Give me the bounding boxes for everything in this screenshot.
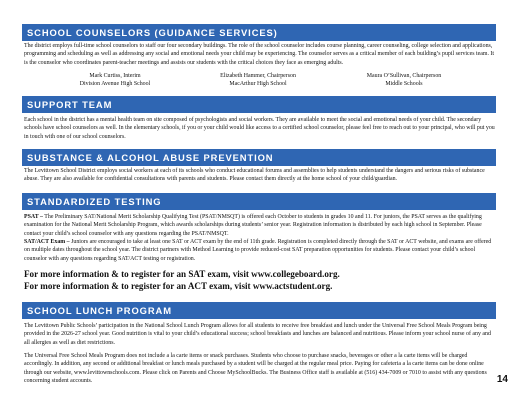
counselor-chair-3 — [339, 72, 469, 88]
satact-text: Juniors are encouraged to take at least one SAT or ACT exam by the end of 11th grade. Registration is completed directly through the SAT or ACT website, and exams are offered on multiple dates throughout the school year. The district partners with Method Learning to provide reduced-cost SAT preparation opportunities for students. Please contact your child’s school counselor with any questions regarding SAT/ACT testing or registration. — [24, 239, 492, 262]
act-info-line: For more information & to register for an ACT exam, visit www.actstudent.org. — [24, 281, 333, 291]
counselor-school: Division Avenue High School — [79, 81, 151, 87]
section-heading-support: SUPPORT TEAM — [22, 96, 496, 113]
section-heading-substance: SUBSTANCE & ALCOHOL ABUSE PREVENTION — [22, 149, 496, 166]
counselors-body: The district employs full-time school counselors to staff our four secondary buildings. The role of the school counselor includes course planning, career counseling, college selection and applications, programming and scheduling as well as addressing any social and emotional needs your child may be experiencing. The counselor serves as a critical member of each building’s pupil services team. It is the counselor who coordinates parent-teacher meetings and assists our students with the critical choices they face as emerging adults. — [24, 43, 495, 66]
satact-paragraph — [24, 238, 496, 263]
support-body: Each school in the district has a mental health team on site composed of psychologists and social workers. They are available to meet the social and emotional needs of your child. The secondary schools have school counselors as well. In the elementary schools, if you or your child would like access to a certified school counselor, please feel free to reach out to your principal, who will put you in touch with one of our school counselors. — [24, 117, 495, 140]
counselor-name: Mark Curtiss, Interim — [89, 73, 141, 79]
counselor-school: MacArthur High School — [229, 81, 287, 87]
counselor-name: Maura O’Sullivan, Chairperson — [366, 73, 442, 79]
page-number: 14 — [496, 374, 508, 385]
satact-label: SAT/ACT Exam – — [24, 239, 70, 245]
counselor-school: Middle Schools — [385, 81, 423, 87]
psat-text: The Preliminary SAT/National Merit Scholarship Qualifying Test (PSAT/NMSQT) is offered each October to students in grades 10 and 11. For juniors, the PSAT serves as the qualifying examination for the National Merit Scholarship Program, which awards scholarships during students’ senior year. Registration information is distributed by each high school in September. Please contact your child’s school counselor with any questions regarding the PSAT/NMSQT. — [24, 214, 482, 237]
lunch-paragraph-1: The Levittown Public Schools’ participation in the National School Lunch Program allows for all students to receive free breakfast and lunch under the Universal Free School Meals Program being provided in the 2026-27 school year. Good nutrition is vital to your child’s educational success; school breakfasts and lunches are balanced and nutritious. Please inform your school nurse of any and all allergies as well as diet restrictions. — [24, 323, 491, 346]
psat-paragraph — [24, 213, 496, 238]
sat-info-line: For more information & to register for an SAT exam, visit www.collegeboard.org. — [24, 269, 340, 279]
substance-body: The Levittown School District employs social workers at each of its schools who conduct educational forums and assemblies to help students understand the dangers and serious risks of substance abuse. They are also available for confidential consultations with parents and students. Please contact them directly at the home school of your child/guardian. — [24, 168, 485, 183]
psat-label: PSAT – — [24, 214, 43, 220]
section-heading-lunch: SCHOOL LUNCH PROGRAM — [22, 302, 496, 319]
section-heading-testing: STANDARDIZED TESTING — [22, 193, 496, 210]
counselor-chair-1 — [50, 72, 180, 88]
section-heading-counselors: SCHOOL COUNSELORS (GUIDANCE SERVICES) — [22, 24, 496, 41]
counselor-chair-2 — [193, 72, 323, 88]
lunch-paragraph-2: The Universal Free School Meals Program does not include a la carte items or snack purchases. Students who choose to purchase snacks, beverages or other a la carte items will be charged accordingly. In addition, any second or additional breakfast or lunch meals purchased by a student will be charged at the regular meal price. Paying for cafeteria a la carte items can be done online through our website, www.levittownschools.com. Please click on Parents and Choose MySchoolBucks. The Business Office staff is available at (516) 434-7009 or 7010 to assist with any questions concerning student accounts. — [24, 353, 487, 384]
counselor-name: Elizabeth Hammer, Chairperson — [220, 73, 296, 79]
